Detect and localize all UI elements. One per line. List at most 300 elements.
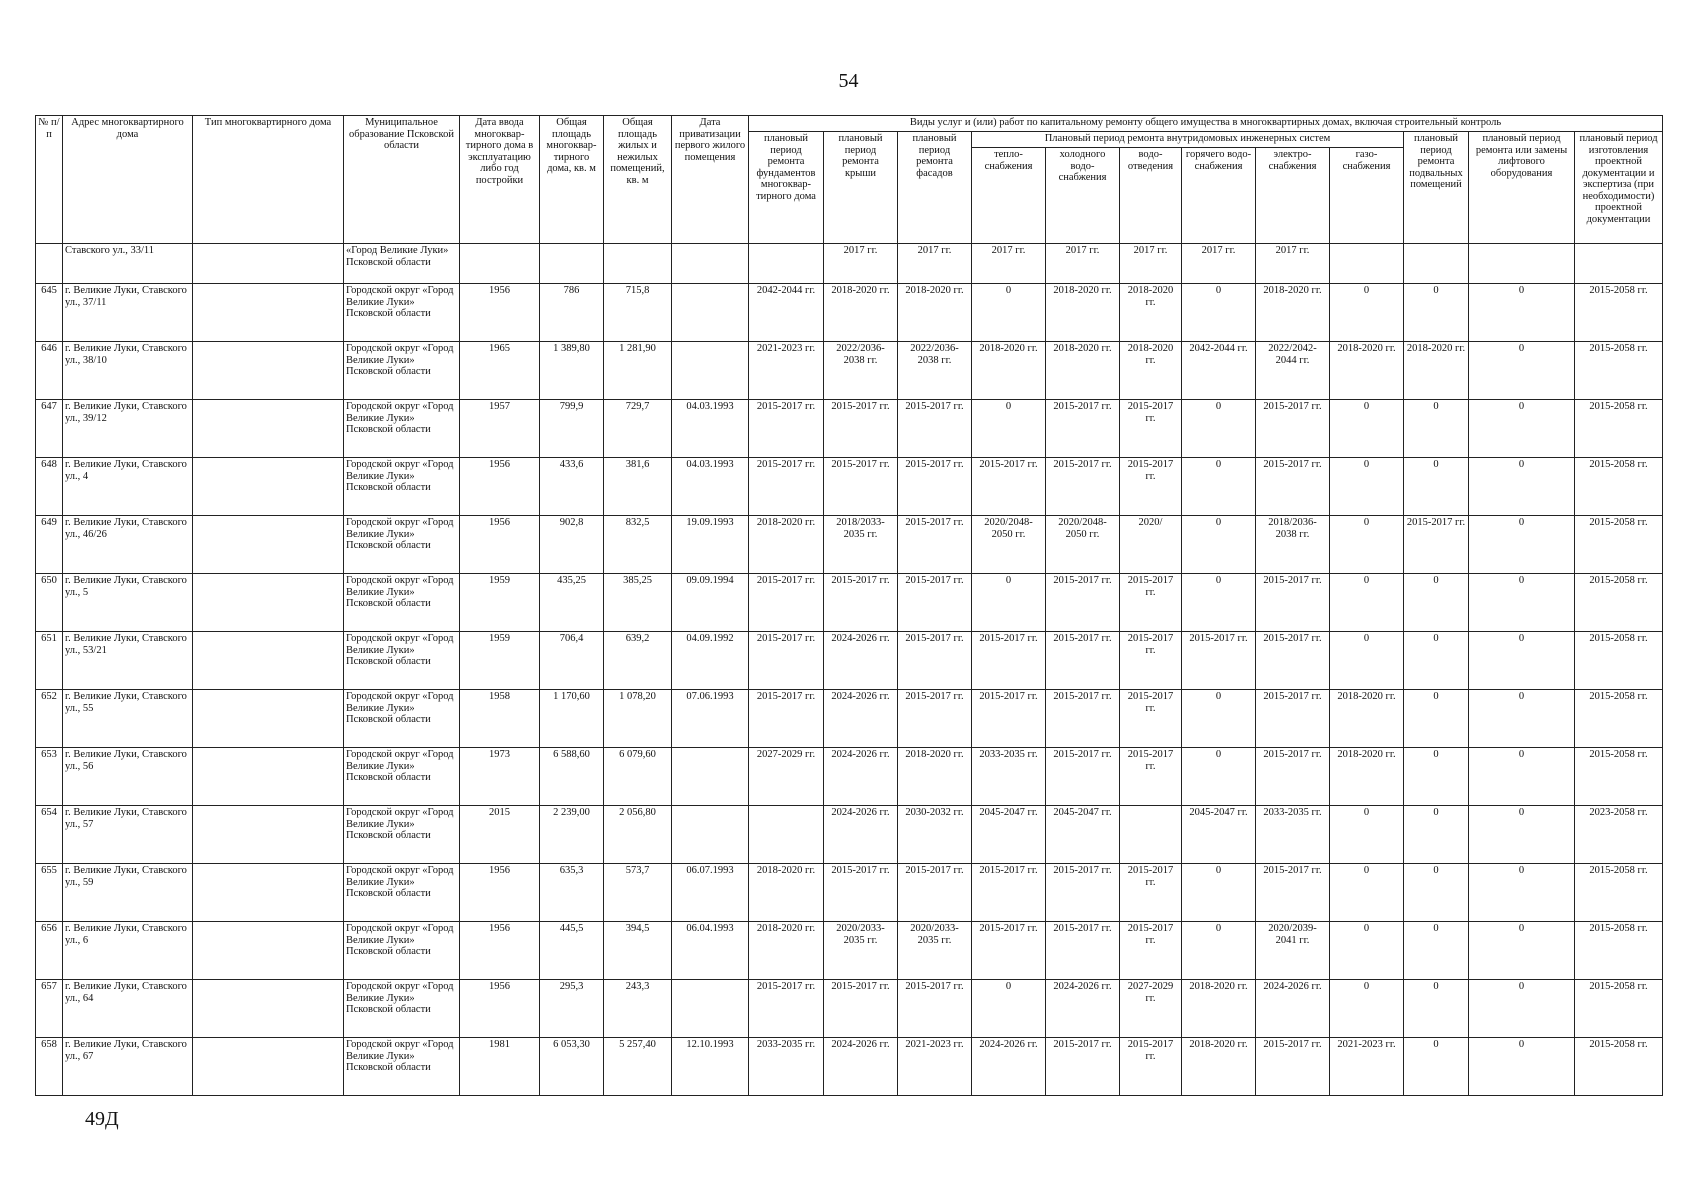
cell-basement: [1404, 244, 1469, 284]
cell-address: г. Великие Луки, Ставского ул., 37/11: [63, 284, 193, 342]
cell-commission: 1956: [460, 980, 540, 1038]
cell-elevator: 0: [1469, 922, 1575, 980]
cell-address: г. Великие Луки, Ставского ул., 64: [63, 980, 193, 1038]
cell-design: 2015-2058 гг.: [1575, 690, 1663, 748]
cell-address: г. Великие Луки, Ставского ул., 4: [63, 458, 193, 516]
cell-electric: 2018/2036-2038 гг.: [1256, 516, 1330, 574]
cell-total-area: 1 170,60: [540, 690, 604, 748]
cell-address: г. Великие Луки, Ставского ул., 38/10: [63, 342, 193, 400]
cell-cold-water: 2015-2017 гг.: [1046, 574, 1120, 632]
cell-basement: 0: [1404, 574, 1469, 632]
cell-heat: 2015-2017 гг.: [972, 690, 1046, 748]
cell-roof: 2015-2017 гг.: [824, 400, 898, 458]
cell-elevator: 0: [1469, 690, 1575, 748]
cell-hot-water: 0: [1182, 284, 1256, 342]
cell-privatization: 12.10.1993: [672, 1038, 749, 1096]
cell-cold-water: 2015-2017 гг.: [1046, 632, 1120, 690]
cell-commission: 1956: [460, 516, 540, 574]
cell-commission: 1965: [460, 342, 540, 400]
cell-privatization: 09.09.1994: [672, 574, 749, 632]
cell-design: 2015-2058 гг.: [1575, 400, 1663, 458]
cell-foundation: 2015-2017 гг.: [749, 980, 824, 1038]
cell-type: [193, 1038, 344, 1096]
header-gas: газо-снабжения: [1330, 148, 1404, 244]
cell-electric: 2020/2039-2041 гг.: [1256, 922, 1330, 980]
cell-commission: 1956: [460, 458, 540, 516]
cell-total-area: 6 053,30: [540, 1038, 604, 1096]
cell-roof: 2015-2017 гг.: [824, 574, 898, 632]
cell-living-area: 5 257,40: [604, 1038, 672, 1096]
cell-basement: 0: [1404, 864, 1469, 922]
cell-type: [193, 980, 344, 1038]
cell-basement: 0: [1404, 806, 1469, 864]
cell-electric: 2015-2017 гг.: [1256, 574, 1330, 632]
cell-design: 2015-2058 гг.: [1575, 748, 1663, 806]
cell-hot-water: 0: [1182, 922, 1256, 980]
cell-facade: 2018-2020 гг.: [898, 284, 972, 342]
cell-heat: 0: [972, 400, 1046, 458]
cell-elevator: 0: [1469, 342, 1575, 400]
cell-elevator: 0: [1469, 400, 1575, 458]
cell-total-area: 635,3: [540, 864, 604, 922]
cell-basement: 0: [1404, 922, 1469, 980]
cell-gas: 0: [1330, 864, 1404, 922]
cell-total-area: 799,9: [540, 400, 604, 458]
cell-foundation: 2018-2020 гг.: [749, 516, 824, 574]
cell-heat: 0: [972, 574, 1046, 632]
cell-hot-water: 2018-2020 гг.: [1182, 1038, 1256, 1096]
cell-electric: 2015-2017 гг.: [1256, 458, 1330, 516]
cell-cold-water: 2018-2020 гг.: [1046, 284, 1120, 342]
header-systems-group: Плановый период ремонта внутридомовых инженерных систем: [972, 132, 1404, 148]
cell-commission: [460, 244, 540, 284]
cell-roof: 2024-2026 гг.: [824, 1038, 898, 1096]
cell-total-area: 433,6: [540, 458, 604, 516]
cell-municipality: Городской округ «Город Великие Луки» Псковской области: [344, 284, 460, 342]
cell-roof: 2024-2026 гг.: [824, 632, 898, 690]
cell-commission: 2015: [460, 806, 540, 864]
cell-municipality: Городской округ «Город Великие Луки» Псковской области: [344, 516, 460, 574]
cell-cold-water: 2020/2048-2050 гг.: [1046, 516, 1120, 574]
cell-hot-water: 2018-2020 гг.: [1182, 980, 1256, 1038]
cell-commission: 1956: [460, 284, 540, 342]
cell-privatization: 04.03.1993: [672, 400, 749, 458]
table-row: [36, 516, 1663, 574]
cell-cold-water: 2015-2017 гг.: [1046, 690, 1120, 748]
cell-roof: 2015-2017 гг.: [824, 458, 898, 516]
header-roof: плановый период ремонта крыши: [824, 132, 898, 244]
cell-heat: 2015-2017 гг.: [972, 864, 1046, 922]
header-privatization-date: Дата приватизации первого жилого помещения: [672, 116, 749, 244]
table-row: [36, 1038, 1663, 1096]
cell-foundation: 2015-2017 гг.: [749, 690, 824, 748]
cell-sewer: 2015-2017 гг.: [1120, 632, 1182, 690]
cell-type: [193, 400, 344, 458]
cell-commission: 1981: [460, 1038, 540, 1096]
cell-facade: 2015-2017 гг.: [898, 516, 972, 574]
cell-privatization: [672, 748, 749, 806]
table-row: [36, 458, 1663, 516]
cell-total-area: [540, 244, 604, 284]
cell-living-area: 639,2: [604, 632, 672, 690]
table-row: [36, 574, 1663, 632]
cell-cold-water: 2015-2017 гг.: [1046, 864, 1120, 922]
cell-gas: 0: [1330, 806, 1404, 864]
cell-num: 650: [36, 574, 63, 632]
cell-elevator: 0: [1469, 284, 1575, 342]
cell-electric: 2015-2017 гг.: [1256, 690, 1330, 748]
table-row: [36, 980, 1663, 1038]
cell-commission: 1959: [460, 574, 540, 632]
cell-living-area: 243,3: [604, 980, 672, 1038]
cell-privatization: [672, 806, 749, 864]
cell-basement: 0: [1404, 690, 1469, 748]
cell-privatization: [672, 342, 749, 400]
cell-design: 2015-2058 гг.: [1575, 980, 1663, 1038]
cell-facade: 2015-2017 гг.: [898, 400, 972, 458]
cell-elevator: 0: [1469, 574, 1575, 632]
cell-type: [193, 284, 344, 342]
cell-design: 2015-2058 гг.: [1575, 574, 1663, 632]
cell-facade: 2015-2017 гг.: [898, 690, 972, 748]
cell-electric: 2015-2017 гг.: [1256, 864, 1330, 922]
cell-elevator: 0: [1469, 516, 1575, 574]
cell-heat: 2020/2048-2050 гг.: [972, 516, 1046, 574]
cell-electric: 2015-2017 гг.: [1256, 1038, 1330, 1096]
cell-design: 2015-2058 гг.: [1575, 458, 1663, 516]
cell-foundation: 2015-2017 гг.: [749, 458, 824, 516]
cell-municipality: Городской округ «Город Великие Луки» Псковской области: [344, 980, 460, 1038]
cell-foundation: 2018-2020 гг.: [749, 922, 824, 980]
cell-heat: 0: [972, 284, 1046, 342]
cell-electric: 2024-2026 гг.: [1256, 980, 1330, 1038]
cell-roof: 2020/2033-2035 гг.: [824, 922, 898, 980]
cell-cold-water: 2015-2017 гг.: [1046, 748, 1120, 806]
cell-hot-water: 0: [1182, 864, 1256, 922]
header-services-group: Виды услуг и (или) работ по капитальному ремонту общего имущества в многоквартирных домах, включая строительный контроль: [749, 116, 1663, 132]
cell-facade: 2022/2036-2038 гг.: [898, 342, 972, 400]
footer-code: 49Д: [85, 1108, 119, 1130]
cell-design: 2015-2058 гг.: [1575, 864, 1663, 922]
cell-total-area: 706,4: [540, 632, 604, 690]
cell-privatization: 19.09.1993: [672, 516, 749, 574]
header-num: № п/п: [36, 116, 63, 244]
cell-privatization: 04.09.1992: [672, 632, 749, 690]
table-row: [36, 690, 1663, 748]
cell-facade: 2015-2017 гг.: [898, 632, 972, 690]
cell-living-area: 394,5: [604, 922, 672, 980]
cell-municipality: «Город Великие Луки» Псковской области: [344, 244, 460, 284]
cell-commission: 1973: [460, 748, 540, 806]
cell-num: 657: [36, 980, 63, 1038]
cell-hot-water: 2015-2017 гг.: [1182, 632, 1256, 690]
cell-gas: 0: [1330, 632, 1404, 690]
cell-living-area: 1 078,20: [604, 690, 672, 748]
cell-sewer: 2018-2020 гг.: [1120, 284, 1182, 342]
cell-basement: 0: [1404, 458, 1469, 516]
cell-type: [193, 690, 344, 748]
cell-facade: 2015-2017 гг.: [898, 864, 972, 922]
cell-address: г. Великие Луки, Ставского ул., 53/21: [63, 632, 193, 690]
cell-address: г. Великие Луки, Ставского ул., 5: [63, 574, 193, 632]
cell-total-area: 445,5: [540, 922, 604, 980]
cell-num: 656: [36, 922, 63, 980]
cell-num: 652: [36, 690, 63, 748]
cell-municipality: Городской округ «Город Великие Луки» Псковской области: [344, 458, 460, 516]
cell-cold-water: 2024-2026 гг.: [1046, 980, 1120, 1038]
cell-address: г. Великие Луки, Ставского ул., 57: [63, 806, 193, 864]
cell-roof: 2022/2036-2038 гг.: [824, 342, 898, 400]
cell-commission: 1956: [460, 864, 540, 922]
cell-sewer: 2015-2017 гг.: [1120, 690, 1182, 748]
table-body: [36, 244, 1663, 1096]
cell-hot-water: 0: [1182, 516, 1256, 574]
cell-municipality: Городской округ «Город Великие Луки» Псковской области: [344, 748, 460, 806]
cell-num: 653: [36, 748, 63, 806]
cell-roof: 2024-2026 гг.: [824, 748, 898, 806]
cell-sewer: 2015-2017 гг.: [1120, 574, 1182, 632]
cell-facade: 2020/2033-2035 гг.: [898, 922, 972, 980]
table-row: [36, 806, 1663, 864]
cell-roof: 2017 гг.: [824, 244, 898, 284]
cell-num: 647: [36, 400, 63, 458]
cell-foundation: 2015-2017 гг.: [749, 574, 824, 632]
cell-gas: 0: [1330, 400, 1404, 458]
cell-sewer: 2018-2020 гг.: [1120, 342, 1182, 400]
cell-foundation: 2015-2017 гг.: [749, 400, 824, 458]
cell-living-area: 1 281,90: [604, 342, 672, 400]
cell-municipality: Городской округ «Город Великие Луки» Псковской области: [344, 690, 460, 748]
cell-type: [193, 632, 344, 690]
table-row: [36, 284, 1663, 342]
cell-heat: 2033-2035 гг.: [972, 748, 1046, 806]
cell-gas: 0: [1330, 980, 1404, 1038]
cell-address: г. Великие Луки, Ставского ул., 56: [63, 748, 193, 806]
cell-privatization: 07.06.1993: [672, 690, 749, 748]
cell-roof: 2018-2020 гг.: [824, 284, 898, 342]
header-address: Адрес многоквартирного дома: [63, 116, 193, 244]
cell-municipality: Городской округ «Город Великие Луки» Псковской области: [344, 632, 460, 690]
table-row-partial: [36, 244, 1663, 284]
cell-roof: 2024-2026 гг.: [824, 806, 898, 864]
header-basement: плановый период ремонта подвальных помещений: [1404, 132, 1469, 244]
table-row: [36, 342, 1663, 400]
cell-living-area: 2 056,80: [604, 806, 672, 864]
cell-cold-water: 2017 гг.: [1046, 244, 1120, 284]
cell-type: [193, 458, 344, 516]
cell-total-area: 1 389,80: [540, 342, 604, 400]
cell-sewer: 2015-2017 гг.: [1120, 748, 1182, 806]
cell-address: г. Великие Луки, Ставского ул., 39/12: [63, 400, 193, 458]
cell-elevator: 0: [1469, 806, 1575, 864]
cell-privatization: [672, 244, 749, 284]
cell-electric: 2017 гг.: [1256, 244, 1330, 284]
cell-heat: 2017 гг.: [972, 244, 1046, 284]
cell-heat: 2015-2017 гг.: [972, 632, 1046, 690]
cell-electric: 2022/2042-2044 гг.: [1256, 342, 1330, 400]
cell-address: Ставского ул., 33/11: [63, 244, 193, 284]
cell-type: [193, 806, 344, 864]
cell-privatization: 04.03.1993: [672, 458, 749, 516]
cell-heat: 0: [972, 980, 1046, 1038]
header-sewer: водо-отведения: [1120, 148, 1182, 244]
cell-total-area: 2 239,00: [540, 806, 604, 864]
cell-facade: 2015-2017 гг.: [898, 458, 972, 516]
table-row: [36, 864, 1663, 922]
cell-commission: 1957: [460, 400, 540, 458]
cell-sewer: 2017 гг.: [1120, 244, 1182, 284]
cell-facade: 2015-2017 гг.: [898, 980, 972, 1038]
cell-hot-water: 2045-2047 гг.: [1182, 806, 1256, 864]
cell-commission: 1959: [460, 632, 540, 690]
cell-facade: 2015-2017 гг.: [898, 574, 972, 632]
cell-municipality: Городской округ «Город Великие Луки» Псковской области: [344, 806, 460, 864]
cell-type: [193, 342, 344, 400]
cell-elevator: 0: [1469, 980, 1575, 1038]
cell-type: [193, 864, 344, 922]
cell-elevator: 0: [1469, 864, 1575, 922]
cell-hot-water: 0: [1182, 690, 1256, 748]
header-commission-date: Дата ввода многоквар-тирного дома в эксплуатацию либо год постройки: [460, 116, 540, 244]
cell-sewer: [1120, 806, 1182, 864]
header-living-area: Общая площадь жилых и нежилых помещений, кв. м: [604, 116, 672, 244]
cell-foundation: 2015-2017 гг.: [749, 632, 824, 690]
cell-gas: [1330, 244, 1404, 284]
cell-roof: 2015-2017 гг.: [824, 864, 898, 922]
cell-living-area: 6 079,60: [604, 748, 672, 806]
cell-privatization: 06.07.1993: [672, 864, 749, 922]
cell-hot-water: 0: [1182, 748, 1256, 806]
cell-elevator: [1469, 244, 1575, 284]
cell-municipality: Городской округ «Город Великие Луки» Псковской области: [344, 574, 460, 632]
cell-total-area: 6 588,60: [540, 748, 604, 806]
cell-privatization: [672, 284, 749, 342]
cell-num: 649: [36, 516, 63, 574]
cell-basement: 0: [1404, 284, 1469, 342]
cell-facade: 2021-2023 гг.: [898, 1038, 972, 1096]
page-number: 54: [838, 70, 859, 92]
cell-electric: 2015-2017 гг.: [1256, 748, 1330, 806]
cell-cold-water: 2045-2047 гг.: [1046, 806, 1120, 864]
cell-gas: 0: [1330, 574, 1404, 632]
cell-type: [193, 922, 344, 980]
cell-basement: 0: [1404, 632, 1469, 690]
cell-roof: 2015-2017 гг.: [824, 980, 898, 1038]
cell-sewer: 2015-2017 гг.: [1120, 458, 1182, 516]
cell-electric: 2018-2020 гг.: [1256, 284, 1330, 342]
cell-hot-water: 2042-2044 гг.: [1182, 342, 1256, 400]
header-electric: электро-снабжения: [1256, 148, 1330, 244]
cell-gas: 2021-2023 гг.: [1330, 1038, 1404, 1096]
cell-gas: 2018-2020 гг.: [1330, 342, 1404, 400]
cell-foundation: [749, 806, 824, 864]
cell-foundation: 2018-2020 гг.: [749, 864, 824, 922]
cell-cold-water: 2015-2017 гг.: [1046, 400, 1120, 458]
cell-commission: 1958: [460, 690, 540, 748]
cell-gas: 0: [1330, 922, 1404, 980]
cell-foundation: 2033-2035 гг.: [749, 1038, 824, 1096]
cell-num: 646: [36, 342, 63, 400]
header-heat: тепло-снабжения: [972, 148, 1046, 244]
cell-type: [193, 574, 344, 632]
header-municipality: Муниципальное образование Псковской области: [344, 116, 460, 244]
cell-address: г. Великие Луки, Ставского ул., 55: [63, 690, 193, 748]
cell-sewer: 2015-2017 гг.: [1120, 864, 1182, 922]
cell-privatization: [672, 980, 749, 1038]
cell-total-area: 786: [540, 284, 604, 342]
cell-basement: 0: [1404, 748, 1469, 806]
cell-cold-water: 2018-2020 гг.: [1046, 342, 1120, 400]
cell-elevator: 0: [1469, 1038, 1575, 1096]
cell-basement: 2015-2017 гг.: [1404, 516, 1469, 574]
cell-gas: 0: [1330, 516, 1404, 574]
cell-municipality: Городской округ «Город Великие Луки» Псковской области: [344, 922, 460, 980]
cell-living-area: 573,7: [604, 864, 672, 922]
cell-heat: 2018-2020 гг.: [972, 342, 1046, 400]
cell-facade: 2017 гг.: [898, 244, 972, 284]
cell-total-area: 435,25: [540, 574, 604, 632]
cell-total-area: 902,8: [540, 516, 604, 574]
header-elevator: плановый период ремонта или замены лифтового оборудования: [1469, 132, 1575, 244]
cell-cold-water: 2015-2017 гг.: [1046, 1038, 1120, 1096]
cell-design: [1575, 244, 1663, 284]
table-row: [36, 632, 1663, 690]
cell-hot-water: 0: [1182, 574, 1256, 632]
cell-address: г. Великие Луки, Ставского ул., 6: [63, 922, 193, 980]
cell-living-area: 385,25: [604, 574, 672, 632]
cell-privatization: 06.04.1993: [672, 922, 749, 980]
cell-gas: 2018-2020 гг.: [1330, 690, 1404, 748]
cell-num: 654: [36, 806, 63, 864]
cell-living-area: 715,8: [604, 284, 672, 342]
table-row: [36, 400, 1663, 458]
cell-electric: 2033-2035 гг.: [1256, 806, 1330, 864]
cell-design: 2015-2058 гг.: [1575, 922, 1663, 980]
cell-electric: 2015-2017 гг.: [1256, 400, 1330, 458]
capital-repair-table: [35, 115, 1663, 1096]
cell-gas: 2018-2020 гг.: [1330, 748, 1404, 806]
table-row: [36, 922, 1663, 980]
cell-facade: 2030-2032 гг.: [898, 806, 972, 864]
cell-elevator: 0: [1469, 748, 1575, 806]
header-facade: плановый период ремонта фасадов: [898, 132, 972, 244]
cell-living-area: 381,6: [604, 458, 672, 516]
cell-foundation: 2042-2044 гг.: [749, 284, 824, 342]
cell-facade: 2018-2020 гг.: [898, 748, 972, 806]
cell-gas: 0: [1330, 284, 1404, 342]
cell-roof: 2018/2033-2035 гг.: [824, 516, 898, 574]
header-foundation: плановый период ремонта фундаментов многоквар-тирного дома: [749, 132, 824, 244]
cell-cold-water: 2015-2017 гг.: [1046, 458, 1120, 516]
cell-design: 2015-2058 гг.: [1575, 632, 1663, 690]
cell-design: 2015-2058 гг.: [1575, 284, 1663, 342]
cell-heat: 2015-2017 гг.: [972, 458, 1046, 516]
cell-cold-water: 2015-2017 гг.: [1046, 922, 1120, 980]
cell-num: 655: [36, 864, 63, 922]
table-row: [36, 748, 1663, 806]
cell-sewer: 2015-2017 гг.: [1120, 922, 1182, 980]
cell-address: г. Великие Луки, Ставского ул., 67: [63, 1038, 193, 1096]
cell-roof: 2024-2026 гг.: [824, 690, 898, 748]
cell-commission: 1956: [460, 922, 540, 980]
cell-sewer: 2015-2017 гг.: [1120, 1038, 1182, 1096]
cell-design: 2015-2058 гг.: [1575, 1038, 1663, 1096]
cell-type: [193, 516, 344, 574]
cell-foundation: 2027-2029 гг.: [749, 748, 824, 806]
header-design: плановый период изготовления проектной документации и экспертиза (при необходимости) проектной документации: [1575, 132, 1663, 244]
cell-basement: 0: [1404, 400, 1469, 458]
header-hot-water: горячего водо-снабжения: [1182, 148, 1256, 244]
